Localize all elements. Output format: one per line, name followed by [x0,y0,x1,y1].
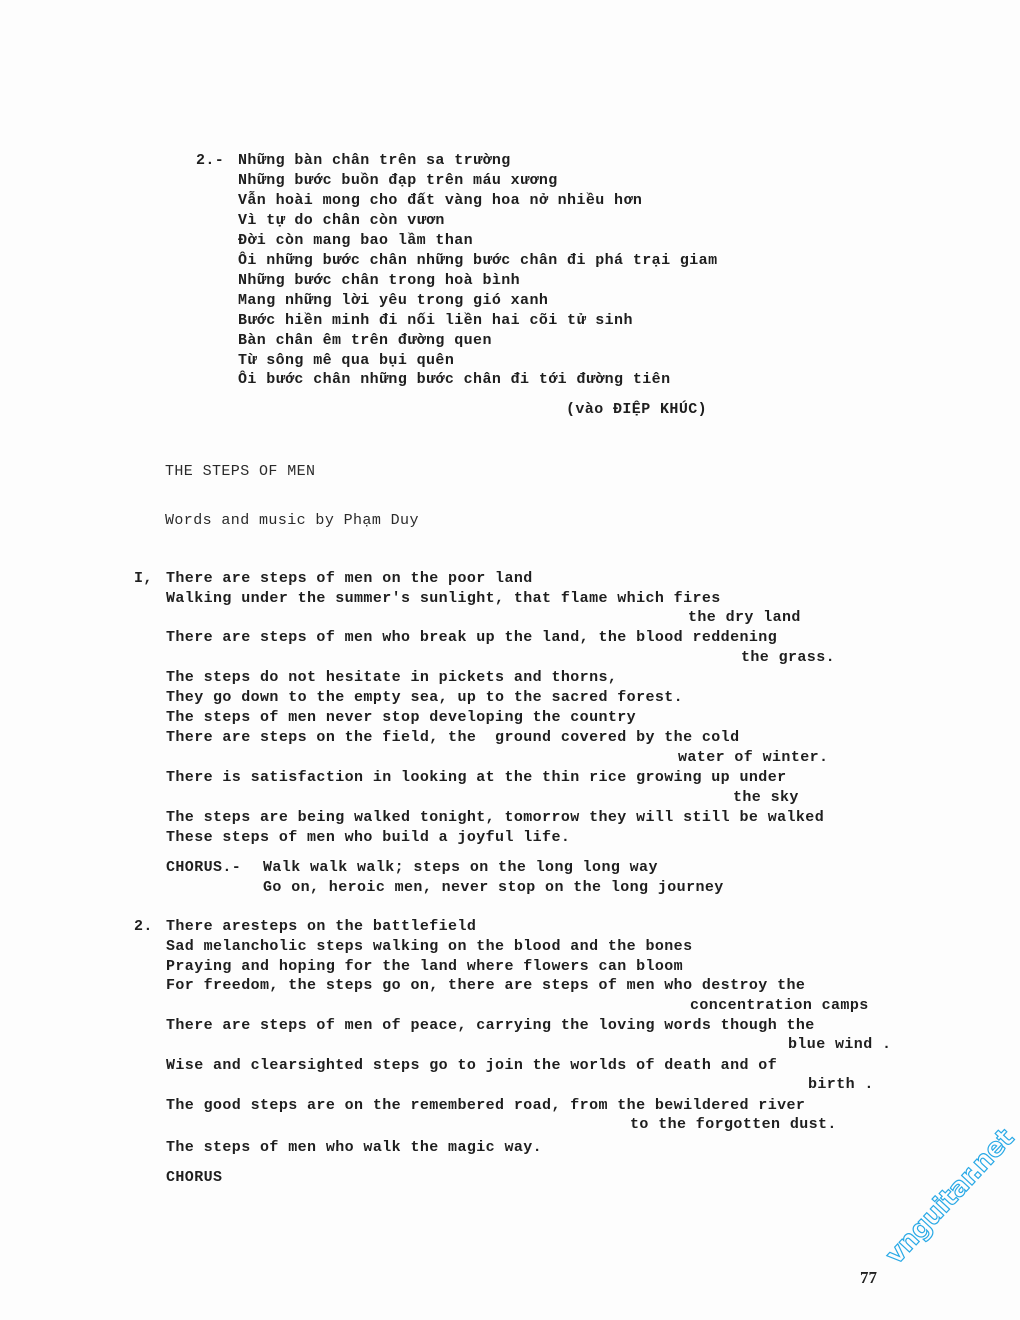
lyric-line: Bước hiền minh đi nối liền hai cõi tử sinh [238,312,633,329]
lyric-line: There aresteps on the battlefield [166,918,477,935]
lyric-line: Ôi những bước chân những bước chân đi phá trại giam [238,252,718,269]
lyric-line: The steps of men never stop developing the country [166,709,637,726]
song-title: THE STEPS OF MEN [165,463,316,480]
lyric-line: Vì tự do chân còn vươn [238,212,445,229]
lyric-line-continuation: to the forgotten dust. [630,1116,837,1133]
lyric-line: There are steps of men who break up the land, the blood reddening [166,629,778,646]
lyric-line: Go on, heroic men, never stop on the long journey [263,879,724,896]
lyric-line: Praying and hoping for the land where flowers can bloom [166,958,684,975]
lyric-line: Đời còn mang bao lầm than [238,232,474,249]
lyric-line-continuation: the grass. [741,649,836,666]
lyric-line: Walking under the summer's sunlight, that flame which fires [166,590,721,607]
lyric-line: Những bước chân trong hoà bình [238,272,521,289]
lyric-line: The steps do not hesitate in pickets and thorns, [166,669,618,686]
lyric-line-continuation: water of winter. [678,749,829,766]
lyric-line: Những bước buồn đạp trên máu xương [238,172,558,189]
lyric-line: Ôi bước chân những bước chân đi tới đường tiên [238,371,671,388]
lyric-line: Vẫn hoài mong cho đất vàng hoa nở nhiều hơn [238,192,643,209]
chorus-reference: CHORUS [166,1169,223,1186]
lyric-line: They go down to the empty sea, up to the sacred forest. [166,689,684,706]
watermark: vnguitar.net [880,1123,1020,1271]
verse-number: 2. [134,918,153,935]
lyric-line: Những bàn chân trên sa trường [238,152,511,169]
lyric-line-continuation: blue wind . [788,1036,892,1053]
lyric-line: Sad melancholic steps walking on the blood and the bones [166,938,693,955]
lyric-line-continuation: the sky [733,789,799,806]
lyric-line: Bàn chân êm trên đường quen [238,332,492,349]
lyric-line: These steps of men who build a joyful life. [166,829,571,846]
page-number: 77 [860,1268,877,1287]
lyric-line-continuation: the dry land [688,609,801,626]
lyric-line-continuation: concentration camps [690,997,869,1014]
verse-number: I, [134,570,153,587]
lyric-line: Mang những lời yêu trong gió xanh [238,292,549,309]
song-credit: Words and music by Phạm Duy [165,512,419,529]
verse-number: 2.- [196,152,225,169]
lyric-line: Walk walk walk; steps on the long long way [263,859,658,876]
lyric-line: There is satisfaction in looking at the thin rice growing up under [166,769,787,786]
lyric-line: Wise and clearsighted steps go to join the worlds of death and of [166,1057,778,1074]
lyric-line: For freedom, the steps go on, there are steps of men who destroy the [166,977,806,994]
chorus-label: CHORUS.- [166,859,242,876]
lyric-line: The steps of men who walk the magic way. [166,1139,543,1156]
lyric-line: There are steps on the field, the ground covered by the cold [166,729,740,746]
chorus-note: (vào ĐIỆP KHÚC) [566,401,708,418]
lyric-line: There are steps of men of peace, carrying the loving words though the [166,1017,815,1034]
lyric-line: The steps are being walked tonight, tomorrow they will still be walked [166,809,825,826]
lyric-line: Từ sông mê qua bụi quên [238,352,455,369]
lyric-line: There are steps of men on the poor land [166,570,533,587]
lyric-line: The good steps are on the remembered road, from the bewildered river [166,1097,806,1114]
lyric-line-continuation: birth . [808,1076,874,1093]
